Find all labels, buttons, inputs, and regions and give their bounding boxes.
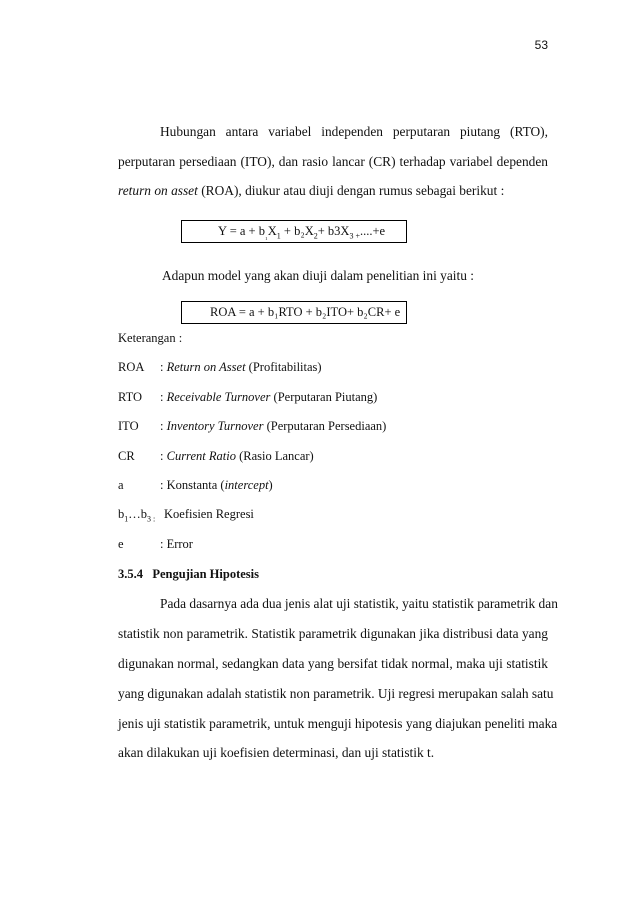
legend-term: e bbox=[118, 537, 124, 551]
formula1-sub: 1 bbox=[276, 231, 281, 241]
legend-term: ROA bbox=[118, 360, 145, 374]
body-line: digunakan normal, sedangkan data yang bersifat tidak normal, maka uji statistik bbox=[118, 656, 548, 671]
body-line: statistik non parametrik. Statistik parametrik digunakan jika distribusi data yang bbox=[118, 626, 548, 641]
legend-term: ITO bbox=[118, 419, 139, 433]
formula-box-2: ROA = a + b₁RTO + b₂ITO+ b₂CR+ e bbox=[181, 301, 407, 324]
legend-desc: : Receivable Turnover (Perputaran Piutang) bbox=[160, 390, 378, 404]
page-number: 53 bbox=[534, 38, 548, 52]
model-intro: Adapun model yang akan diuji dalam penelitian ini yaitu : bbox=[162, 268, 474, 283]
formula1-part: Y = a + b bbox=[218, 224, 265, 238]
formula1-sub: ₁ bbox=[264, 231, 268, 241]
intro-line-3-rest: (ROA), diukur atau diuji dengan rumus sebagai berikut : bbox=[197, 183, 505, 198]
formula1-part: + b3X bbox=[317, 224, 350, 238]
intro-line-3 bbox=[118, 183, 548, 199]
legend-desc: : Return on Asset (Profitabilitas) bbox=[160, 360, 322, 374]
legend-desc: : Konstanta (intercept) bbox=[160, 478, 273, 492]
body-line: yang digunakan adalah statistik non parametrik. Uji regresi merupakan salah satu bbox=[118, 686, 554, 701]
body-line: Pada dasarnya ada dua jenis alat uji statistik, yaitu statistik parametrik dan bbox=[160, 596, 558, 611]
legend-term: RTO bbox=[118, 390, 143, 404]
legend-term-b: $b_1\dots b_3$ $_:$ bbox=[118, 507, 156, 524]
section-number: 3.5.4 bbox=[118, 567, 143, 581]
formula-box-1 bbox=[181, 220, 407, 243]
intro-line-2: perputaran persediaan (ITO), dan rasio lancar (CR) terhadap variabel dependen bbox=[118, 154, 548, 169]
intro-line-1: Hubungan antara variabel independen perputaran piutang (RTO), bbox=[160, 124, 548, 139]
legend-desc: : Inventory Turnover (Perputaran Persediaan) bbox=[160, 419, 387, 433]
legend-term: a bbox=[118, 478, 124, 492]
formula1-part: ....+e bbox=[359, 224, 386, 238]
formula1-part: X bbox=[267, 224, 277, 238]
body-line: jenis uji statistik parametrik, untuk menguji hipotesis yang diajukan peneliti maka bbox=[118, 716, 558, 731]
formula1-sub: 3 + bbox=[349, 231, 360, 241]
formula1-sub: 2 bbox=[313, 231, 318, 241]
section-title: Pengujian Hipotesis bbox=[152, 567, 259, 581]
legend-desc: : Error bbox=[160, 537, 193, 551]
legend-desc: Koefisien Regresi bbox=[164, 507, 254, 521]
body-line: akan dilakukan uji koefisien determinasi, dan uji statistik t. bbox=[118, 745, 435, 760]
legend-desc: : Current Ratio (Rasio Lancar) bbox=[160, 449, 314, 463]
legend-term: CR bbox=[118, 449, 135, 463]
keterangan-label: Keterangan : bbox=[118, 331, 183, 345]
section-heading bbox=[118, 567, 259, 582]
formula1-part: + b₂X bbox=[280, 224, 314, 238]
intro-italic-term: return on asset bbox=[118, 183, 198, 198]
